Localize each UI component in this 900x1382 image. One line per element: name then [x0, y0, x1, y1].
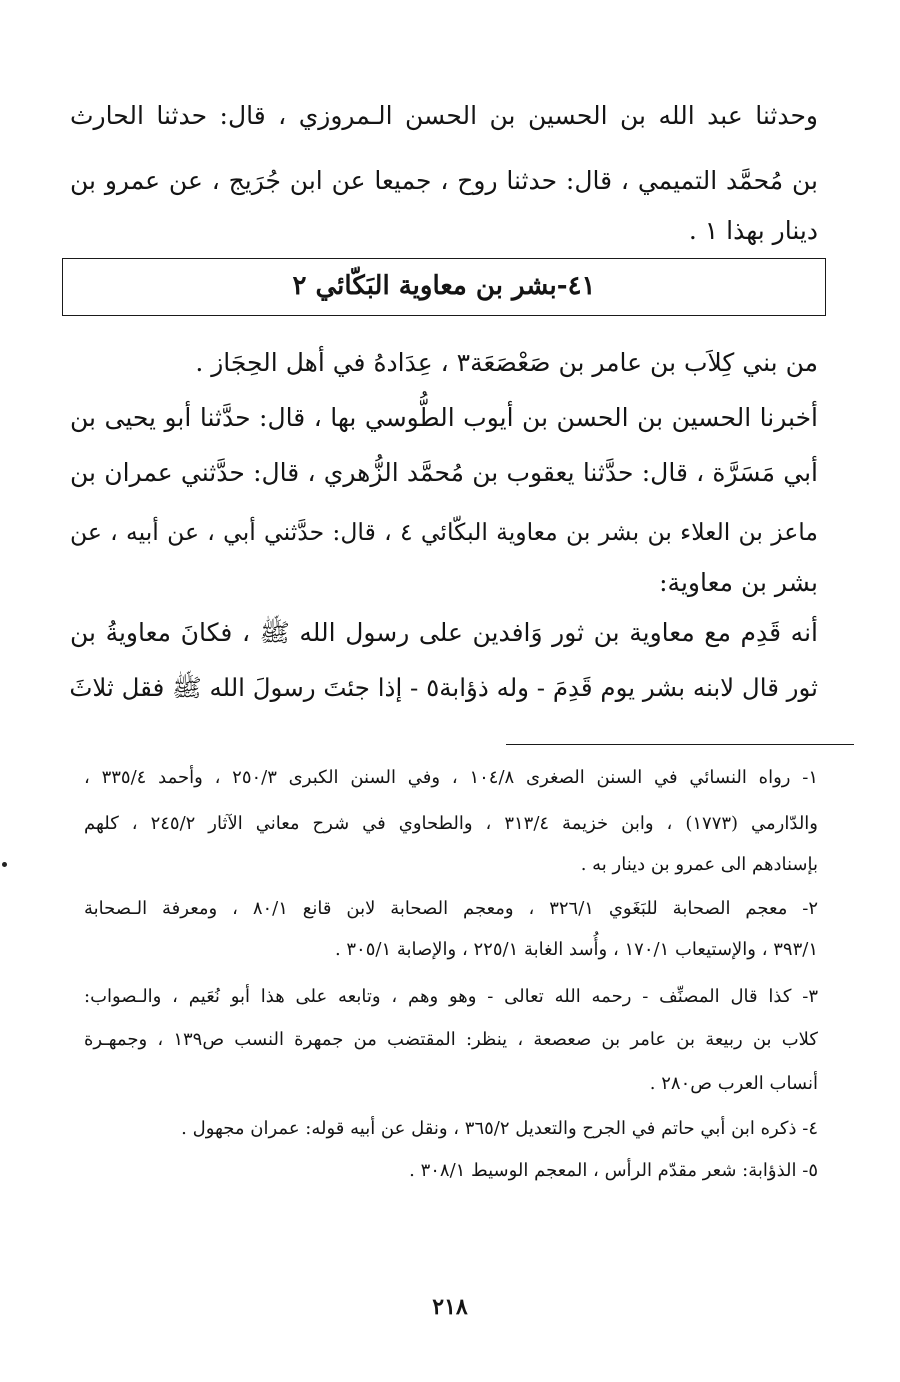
intro-line-1: وحدثنا عبد الله بن الحسين بن الحسن الـمروزي ، قال: حدثنا الحارث	[70, 101, 818, 130]
section-heading-box	[62, 258, 826, 316]
body-line-5: بشر بن معاوية:	[659, 568, 818, 597]
footnote-line-9: ٤- ذكره ابن أبي حاتم في الجرح والتعديل ٣٦٥/٢ ، ونقل عن أبيه قوله: عمران مجهول .	[181, 1118, 818, 1139]
footnote-line-8: أنساب العرب ص٢٨٠ .	[649, 1073, 818, 1094]
footnote-separator	[506, 744, 854, 745]
footnote-line-10: ٥- الذؤابة: شعر مقدّم الرأس ، المعجم الوسيط ٣٠٨/١ .	[409, 1160, 818, 1181]
footnote-line-2: والدّارمي (١٧٧٣) ، وابن خزيمة ٣١٣/٤ ، والطحاوي في شرح معاني الآثار ٢٤٥/٢ ، كلهم	[84, 813, 818, 834]
footnote-line-1: ١- رواه النسائي في السنن الصغرى ١٠٤/٨ ، وفي السنن الكبرى ٢٥٠/٣ ، وأحمد ٣٣٥/٤ ،	[84, 767, 818, 788]
intro-line-3: دينار بهذا ١ .	[688, 216, 818, 245]
section-heading: ٤١-بشر بن معاوية البَكّائي ٢	[292, 271, 596, 301]
footnote-line-4: ٢- معجم الصحابة للبَغَوي ٣٢٦/١ ، ومعجم الصحابة لابن قانع ٨٠/١ ، ومعرفة الـصحابة	[84, 898, 819, 919]
body-line-3: أبي مَسَرَّة ، قال: حدَّثنا يعقوب بن مُحمَّد الزُّهري ، قال: حدَّثني عمران بن	[70, 458, 818, 487]
footnote-line-3: بإسنادهم الى عمرو بن دينار به .	[580, 854, 818, 875]
body-line-1: من بني كِلاَب بن عامر بن صَعْصَعَة٣ ، عِدَادهُ في أهل الحِجَاز .	[195, 348, 818, 377]
footnote-line-7: كلاب بن ربيعة بن عامر بن صعصعة ، ينظر: المقتضب من جمهرة النسب ص١٣٩ ، وجمهـرة	[84, 1029, 818, 1050]
body-line-6: أنه قَدِم مع معاوية بن ثور وَافدين على رسول الله ﷺ ، فكانَ معاويةُ بن	[70, 618, 818, 647]
footnote-line-6: ٣- كذا قال المصنِّف - رحمه الله تعالى - وهو وهم ، وتابعه على هذا أبو نُعَيم ، والـصواب:	[84, 986, 818, 1007]
footnote-line-5: ٣٩٣/١ ، والإستيعاب ١٧٠/١ ، وأُسد الغابة ٢٢٥/١ ، والإصابة ٣٠٥/١ .	[334, 939, 818, 960]
intro-line-2: بن مُحمَّد التميمي ، قال: حدثنا روح ، جميعا عن ابن جُرَيج ، عن عمرو بن	[70, 166, 818, 195]
scan-speck	[2, 862, 7, 867]
body-line-7: ثور قال لابنه بشر يوم قَدِمَ - وله ذؤابة٥ - إذا جئتَ رسولَ الله ﷺ فقل ثلاثَ	[69, 673, 818, 702]
body-line-2: أخبرنا الحسين بن الحسن بن أيوب الطُّوسي بها ، قال: حدَّثنا أبو يحيى بن	[70, 403, 818, 432]
body-line-4: ماعز بن العلاء بن بشر بن معاوية البكّائي ٤ ، قال: حدَّثني أبي ، عن أبيه ، عن	[70, 518, 818, 546]
page-number: ٢١٨	[432, 1294, 468, 1320]
